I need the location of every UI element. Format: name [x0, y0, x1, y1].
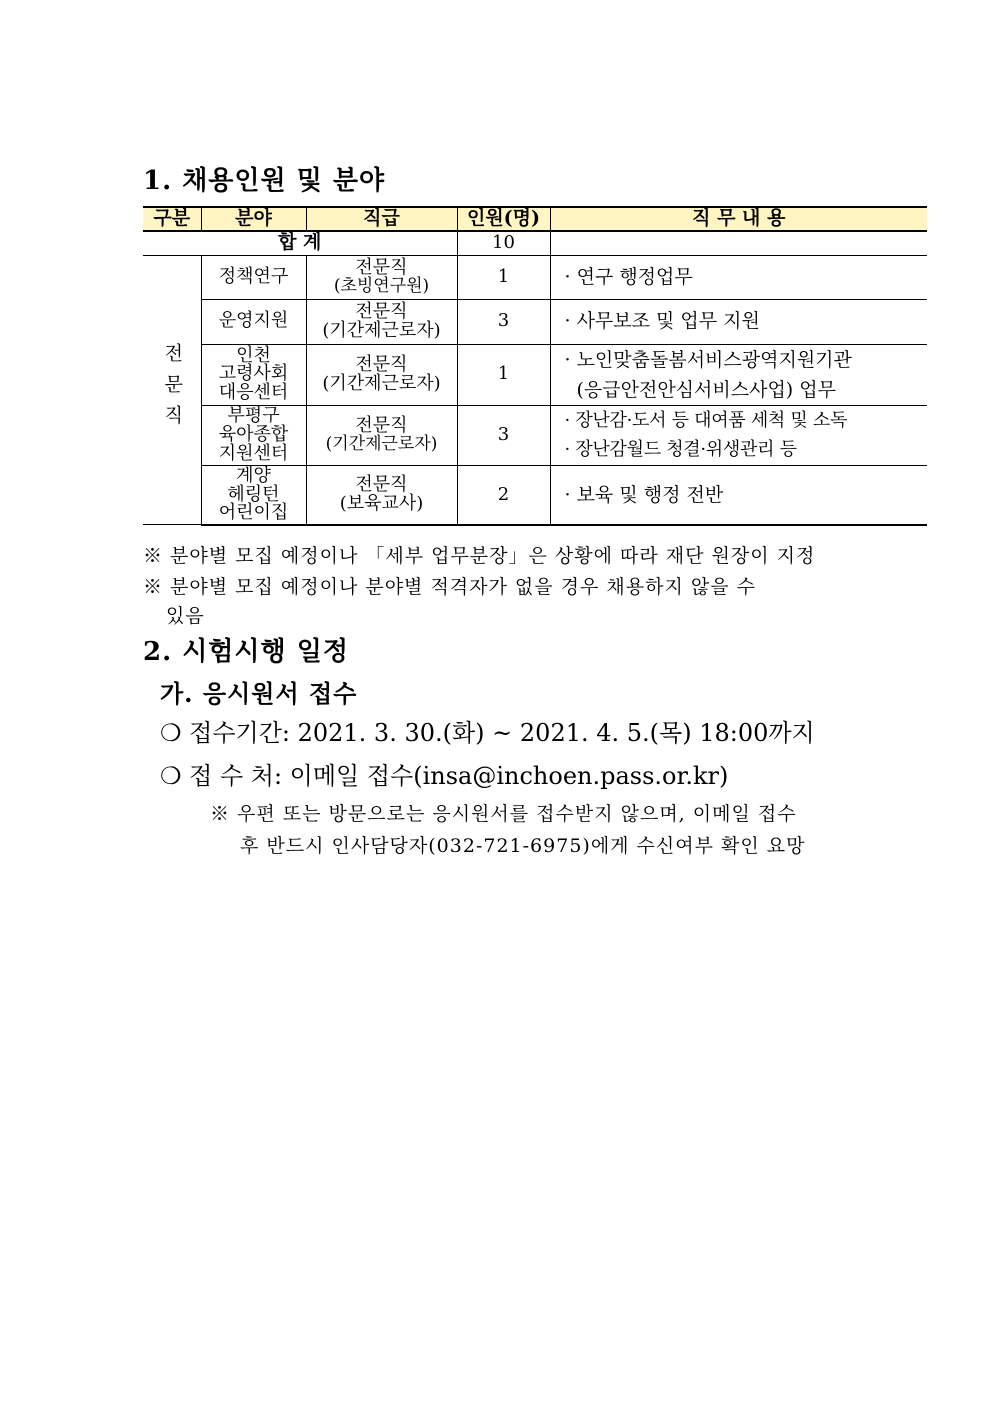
- duty-cell: [550, 406, 927, 466]
- grade-cell: [306, 406, 457, 466]
- grade-line: (기간제근로자): [322, 319, 441, 341]
- grade-line: (기간제근로자): [322, 372, 441, 394]
- table-row: [143, 299, 927, 344]
- table-row: [143, 466, 927, 525]
- grade-cell: [306, 299, 457, 344]
- field-line: 헤링턴: [227, 483, 280, 505]
- grade-cell: [306, 255, 457, 299]
- duty-line: · 보육 및 행정 전반: [564, 483, 724, 506]
- grade-cell: [306, 344, 457, 406]
- duty-cell: [550, 255, 927, 299]
- section1-title: 1. 채용인원 및 분야: [143, 166, 386, 196]
- field-cell: [201, 299, 306, 344]
- field-line: 고령사회: [218, 363, 289, 385]
- field-line: 인천: [236, 344, 271, 366]
- field-line: 어린이집: [218, 502, 289, 524]
- duty-cell: [550, 299, 927, 344]
- duty-line: (응급안전안심서비스사업) 업무: [576, 378, 836, 401]
- grade-line: (초빙연구원): [333, 275, 430, 296]
- field-cell: [201, 406, 306, 466]
- field-line: 계양: [236, 464, 271, 486]
- group-label-cell: [143, 255, 201, 525]
- table-header-row: [143, 207, 927, 231]
- count-cell: 2: [457, 466, 550, 525]
- reception-note-line: ※ 우편 또는 방문으로는 응시원서를 접수받지 않으며, 이메일 접수: [210, 803, 797, 825]
- grade-line: 전문직: [355, 354, 408, 375]
- header-duties: 직 무 내 용: [550, 207, 927, 231]
- duty-line: · 연구 행정업무: [564, 265, 693, 288]
- duty-line: · 장난감월드 청결·위생관리 등: [564, 438, 797, 460]
- duty-line: · 노인맞춤돌봄서비스광역지원기관: [564, 348, 852, 371]
- grade-cell: [306, 466, 457, 525]
- grade-line: (보육교사): [339, 493, 424, 515]
- count-cell: 3: [457, 299, 550, 344]
- note-line: ※ 분야별 모집 예정이나 분야별 적격자가 없을 경우 채용하지 않을 수: [143, 576, 756, 598]
- duty-line: · 장난감·도서 등 대여품 세척 및 소독: [564, 409, 848, 431]
- field-line: 대응센터: [218, 382, 289, 404]
- grade-line: (기간제근로자): [325, 434, 438, 455]
- subsection-title: 가. 응시원서 접수: [160, 679, 358, 708]
- field-line: 정책연구: [218, 265, 289, 287]
- note-line: 있음: [166, 605, 205, 627]
- field-cell: [201, 255, 306, 299]
- field-cell: [201, 466, 306, 525]
- duty-cell: [550, 344, 927, 406]
- duty-cell: [550, 466, 927, 525]
- table-row: [143, 406, 927, 466]
- field-line: 부평구: [227, 405, 280, 427]
- count-cell: 3: [457, 406, 550, 466]
- field-cell: [201, 344, 306, 406]
- count-cell: 1: [457, 255, 550, 299]
- field-line: 육아종합: [218, 424, 289, 446]
- group-label: 전문직: [161, 343, 184, 437]
- header-field: 분야: [201, 207, 306, 231]
- note-line: ※ 분야별 모집 예정이나 「세부 업무분장」은 상황에 따라 재단 원장이 지정: [143, 545, 816, 567]
- duty-line: · 사무보조 및 업무 지원: [564, 310, 760, 333]
- grade-line: 전문직: [355, 256, 408, 278]
- total-duties-empty: [550, 231, 927, 255]
- table-row: [143, 344, 927, 406]
- reception-note-line: 후 반드시 인사담당자(032-721-6975)에게 수신여부 확인 요망: [240, 835, 806, 857]
- grade-line: 전문직: [355, 474, 408, 496]
- grade-line: 전문직: [355, 300, 408, 322]
- reception-period: ❍ 접수기간: 2021. 3. 30.(화) ~ 2021. 4. 5.(목) 18:00까지: [160, 719, 815, 747]
- field-line: 지원센터: [218, 443, 289, 465]
- total-label: 합 계: [143, 231, 457, 255]
- recruitment-table: [143, 206, 927, 526]
- table-row: [143, 255, 927, 299]
- count-cell: 1: [457, 344, 550, 406]
- total-row: [143, 231, 927, 255]
- field-line: 운영지원: [218, 310, 289, 332]
- section2-title: 2. 시험시행 일정: [143, 637, 349, 667]
- reception-place: ❍ 접 수 처: 이메일 접수(insa@inchoen.pass.or.kr): [160, 762, 729, 790]
- grade-line: 전문직: [355, 415, 408, 437]
- header-grade: 직급: [306, 207, 457, 231]
- header-count: 인원(명): [457, 207, 550, 231]
- total-count: 10: [457, 231, 550, 255]
- header-category: 구분: [143, 207, 201, 231]
